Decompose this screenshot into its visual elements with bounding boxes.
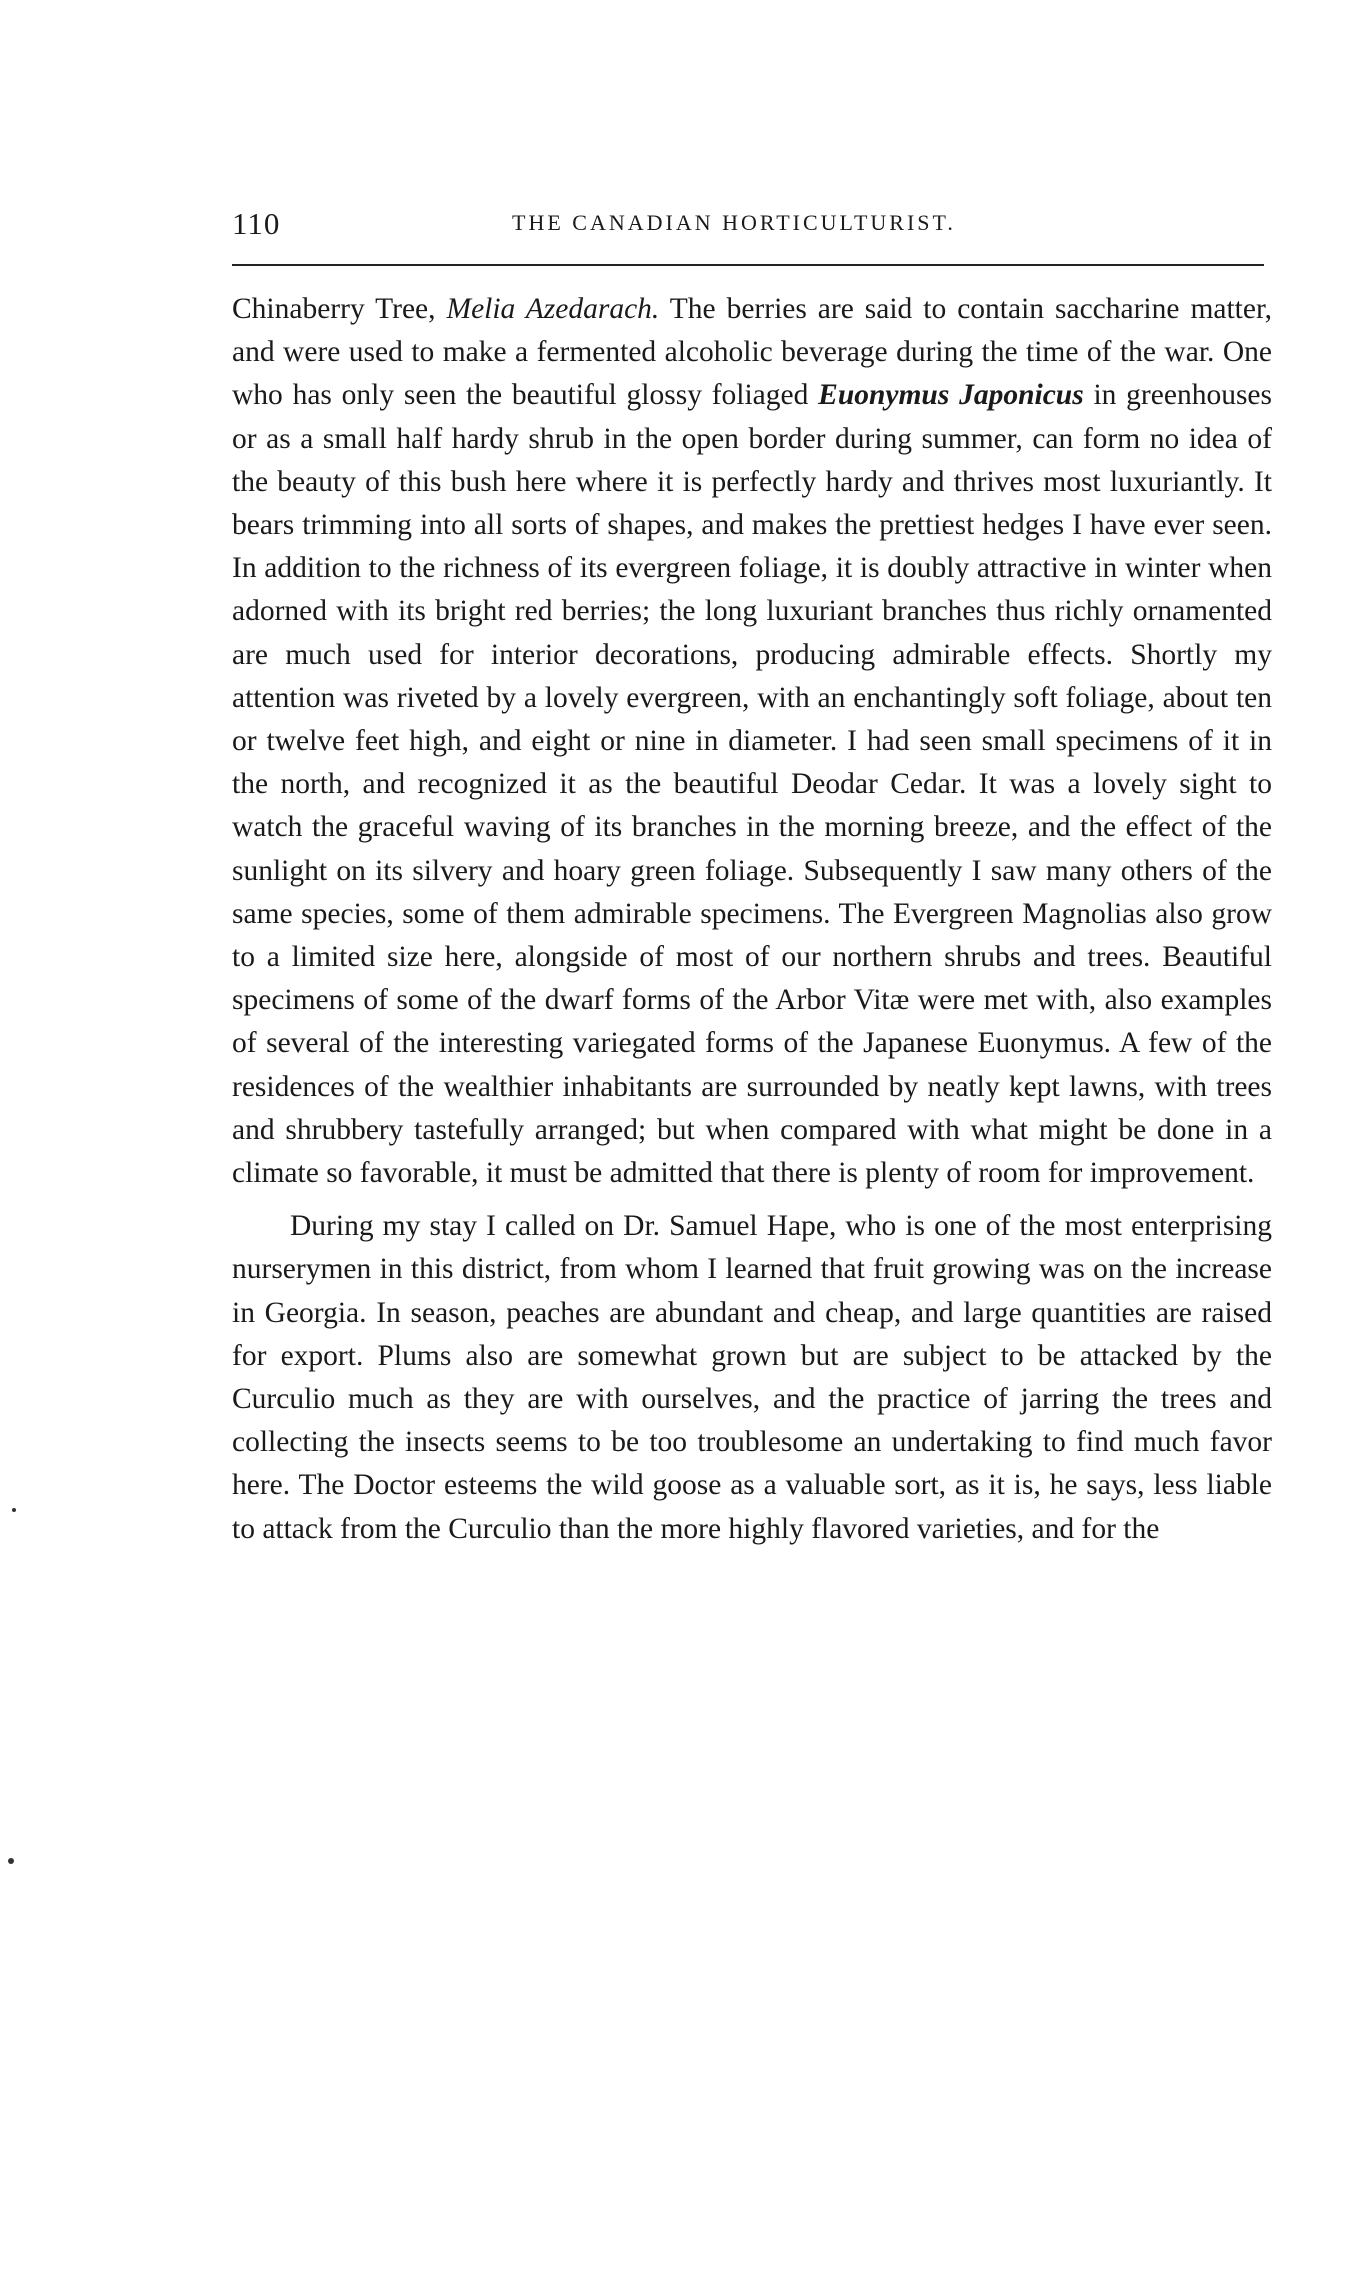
scan-speck [8, 1858, 14, 1864]
paragraph-1 [232, 288, 1272, 1195]
page-header [232, 206, 1264, 246]
botanical-name-melia: Melia Azedarach. [446, 293, 660, 325]
botanical-name-euonymus: Euonymus Japonicus [818, 379, 1084, 412]
paragraph-1-text-b: The berries are said to contain saccharine matter, and were used to make a fermented alcoholic beverage during the time of the war. One who has only seen the beautiful glossy foliaged [232, 293, 1272, 412]
paragraph-2: During my stay I called on Dr. Samuel Hape, who is one of the most enterprising nurserymen in this district, from whom I learned that fruit growing was on the increase in Georgia. In season, peaches are abundant and cheap, and large quantities are raised for export. Plums also are somewhat grown but are subject to be attacked by the Curculio much as they are with ourselves, and the practice of jarring the trees and collecting the insects seems to be too troublesome an undertaking to find much favor here. The Doctor esteems the wild goose as a valuable sort, as it is, he says, less liable to attack from the Curculio than the more highly flavored varieties, and for the [232, 1210, 1272, 1545]
page-number: 110 [232, 206, 281, 241]
body-text [232, 288, 1272, 1551]
scan-speck [12, 1508, 16, 1512]
running-head: THE CANADIAN HORTICULTURIST. [512, 210, 956, 235]
paragraph-1-text-c: in greenhouses or as a small half hardy shrub in the open border during summer, can form no idea of the beauty of this bush here where it is perfectly hardy and thrives most luxuriantly. It bears trimming into all sorts of shapes, and makes the prettiest hedges I have ever seen. In addition to the richness of its evergreen foliage, it is doubly attractive in winter when adorned with its bright red berries; the long luxuriant branches thus richly ornamented are much used for interior decorations, producing admirable effects. Shortly my attention was riveted by a lovely evergreen, with an enchantingly soft foliage, about ten or twelve feet high, and eight or nine in diameter. I had seen small specimens of it in the north, and recognized it as the beautiful Deodar Cedar. It was a lovely sight to watch the graceful waving of its branches in the morning breeze, and the effect of the sunlight on its silvery and hoary green foliage. Subsequently I saw many others of the same species, some of them admirable specimens. The Evergreen Magnolias also grow to a limited size here, alongside of most of our northern shrubs and trees. Beautiful specimens of some of the dwarf forms of the Arbor Vitæ were met with, also examples of several of the interesting variegated forms of the Japanese Euonymus. A few of the residences of the wealthier inhabitants are surrounded by neatly kept lawns, with trees and shrubbery tastefully arranged; but when compared with what might be done in a climate so favorable, it must be admitted that there is plenty of room for improvement. [232, 379, 1272, 1190]
paragraph-1-text-a: Chinaberry Tree, [232, 293, 447, 325]
header-rule [232, 264, 1264, 266]
